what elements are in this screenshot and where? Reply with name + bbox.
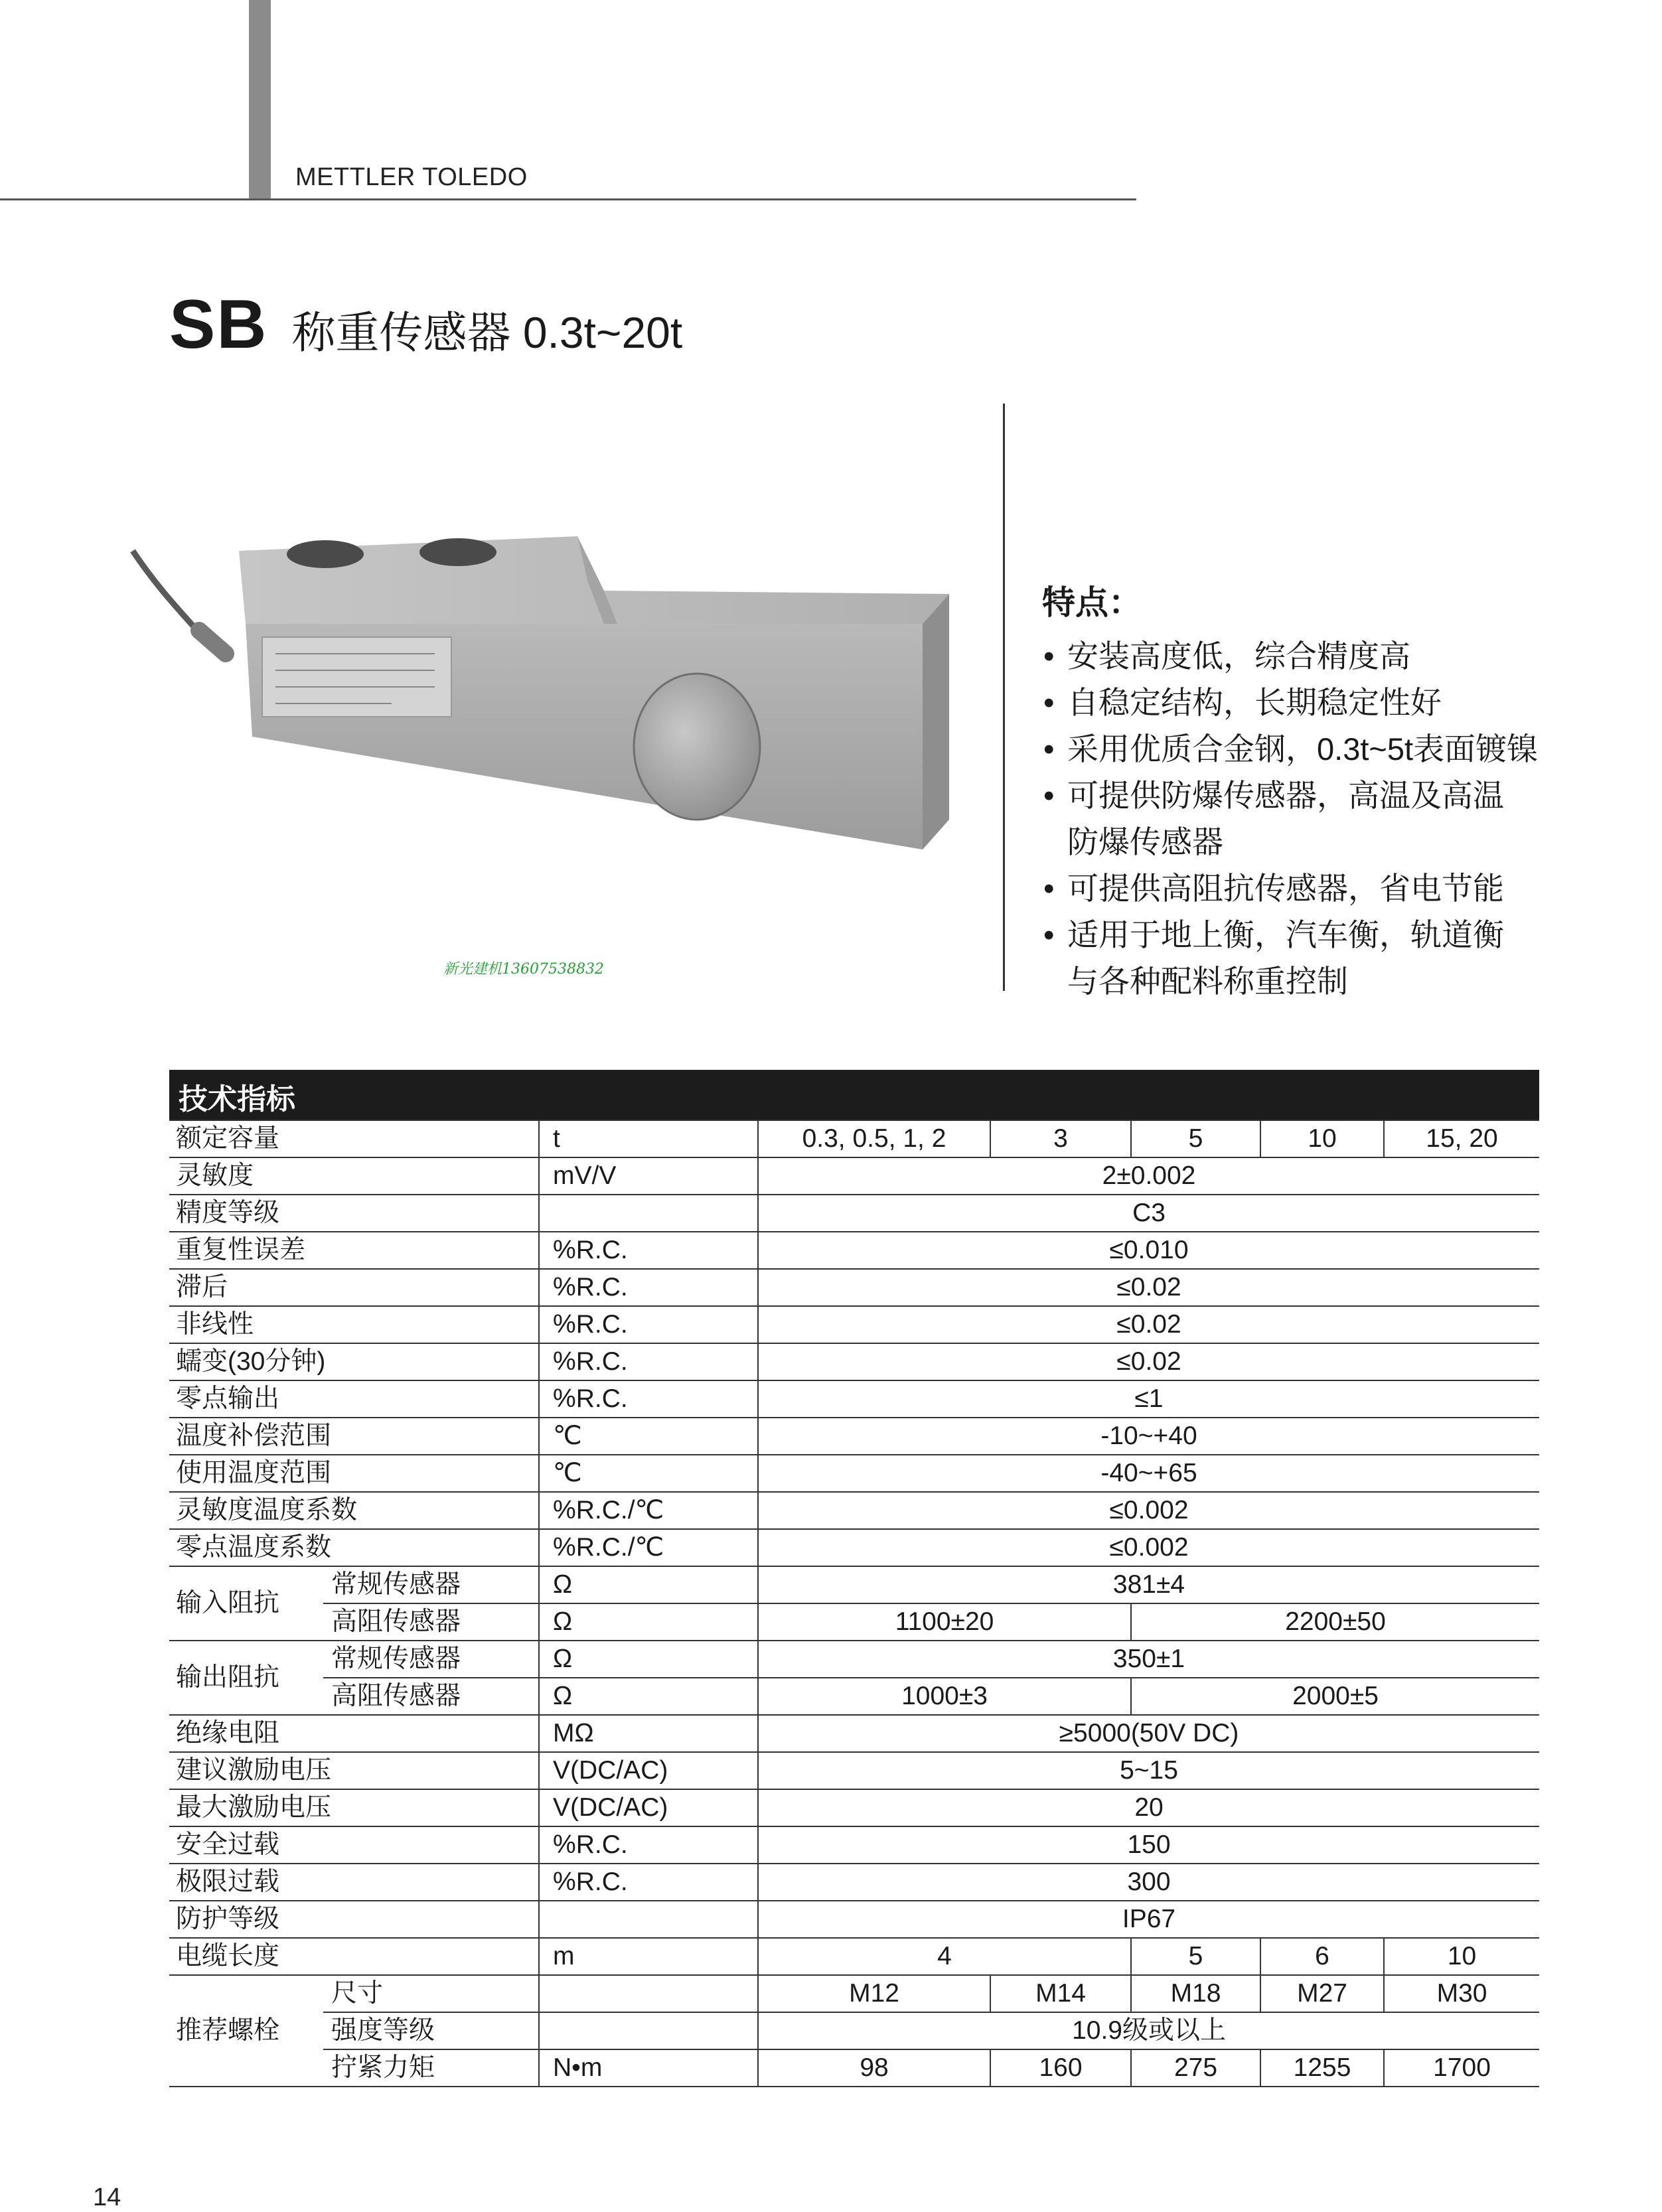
row-hysteresis: [169, 1269, 1539, 1306]
bullet: •: [1043, 731, 1055, 767]
row-unit: MΩ: [539, 1715, 758, 1752]
row-repeatability: [169, 1232, 1539, 1269]
row-sublabel: 拧紧力矩: [323, 2049, 539, 2087]
row-output-impedance-high: [169, 1678, 1539, 1715]
value-cell: 300: [758, 1864, 1539, 1901]
row-unit: m: [539, 1938, 758, 1975]
row-unit: V(DC/AC): [539, 1752, 758, 1789]
row-sublabel: 强度等级: [323, 2012, 539, 2049]
row-creep: [169, 1343, 1539, 1380]
row-safe-overload: [169, 1826, 1539, 1864]
row-label: 安全过载: [169, 1826, 539, 1864]
value-cell: 275: [1131, 2049, 1260, 2087]
row-label: 零点温度系数: [169, 1529, 539, 1566]
row-unit: %R.C.: [539, 1232, 758, 1269]
row-sublabel: 常规传感器: [323, 1566, 539, 1603]
row-unit: %R.C.: [539, 1826, 758, 1864]
row-sublabel: 高阻传感器: [323, 1678, 539, 1715]
row-zero-output: [169, 1380, 1539, 1418]
value-cell: 160: [990, 2049, 1131, 2087]
value-cell: M30: [1384, 1975, 1539, 2012]
row-label: 绝缘电阻: [169, 1715, 539, 1752]
row-nonlinearity: [169, 1306, 1539, 1343]
row-label: 精度等级: [169, 1195, 539, 1232]
model-code: SB: [169, 286, 268, 363]
row-label: 输入阻抗: [169, 1566, 323, 1641]
bullet: •: [1043, 638, 1055, 674]
value-cell: 1700: [1384, 2049, 1539, 2087]
row-unit: %R.C.: [539, 1864, 758, 1901]
value-cell: ≤0.02: [758, 1306, 1539, 1343]
value-cell: -40~+65: [758, 1455, 1539, 1492]
row-label: 使用温度范围: [169, 1455, 539, 1492]
value-cell: ≤0.02: [758, 1343, 1539, 1380]
value-cell: 4: [758, 1938, 1131, 1975]
row-unit: [539, 1195, 758, 1232]
value-cell: 1000±3: [758, 1678, 1131, 1715]
row-zero-temp: [169, 1529, 1539, 1566]
value-cell: 15, 20: [1384, 1120, 1539, 1157]
product-name: 称重传感器 0.3t~20t: [291, 308, 683, 357]
row-bolt-size: [169, 1975, 1539, 2012]
row-unit: Ω: [539, 1603, 758, 1641]
value-cell: 10.9级或以上: [758, 2012, 1539, 2049]
spec-table: [169, 1120, 1539, 2087]
row-unit: %R.C.: [539, 1269, 758, 1306]
row-unit: mV/V: [539, 1157, 758, 1195]
page-title: [169, 285, 682, 364]
feature-item: • 可提供高阻抗传感器，省电节能: [1042, 865, 1586, 912]
value-cell: -10~+40: [758, 1418, 1539, 1455]
row-input-impedance-high: [169, 1603, 1539, 1641]
value-cell: M27: [1260, 1975, 1384, 2012]
row-unit: V(DC/AC): [539, 1789, 758, 1826]
row-label: 温度补偿范围: [169, 1418, 539, 1455]
value-cell: 98: [758, 2049, 990, 2087]
value-cell: 1100±20: [758, 1603, 1131, 1641]
value-cell: M18: [1131, 1975, 1260, 2012]
row-label: 零点输出: [169, 1380, 539, 1418]
features-section: [1042, 576, 1586, 1005]
value-cell: 10: [1260, 1120, 1384, 1157]
row-bolt-torque: [169, 2049, 1539, 2087]
load-cell-photo: [100, 518, 976, 889]
value-cell: ≤0.002: [758, 1492, 1539, 1529]
value-cell: 2200±50: [1131, 1603, 1539, 1641]
row-unit: %R.C./℃: [539, 1529, 758, 1566]
bullet: •: [1043, 917, 1055, 952]
row-unit: [539, 1901, 758, 1938]
row-label: 推荐螺栓: [169, 1975, 323, 2087]
value-cell: 2±0.002: [758, 1157, 1539, 1195]
row-input-impedance-normal: [169, 1566, 1539, 1603]
spec-table-header: [169, 1070, 1539, 1120]
row-op-temp: [169, 1455, 1539, 1492]
row-unit: Ω: [539, 1678, 758, 1715]
row-sublabel: 常规传感器: [323, 1641, 539, 1678]
row-accuracy: [169, 1195, 1539, 1232]
row-unit: Ω: [539, 1641, 758, 1678]
bullet: •: [1043, 685, 1055, 720]
row-sensitivity: [169, 1157, 1539, 1195]
value-cell: ≤0.02: [758, 1269, 1539, 1306]
row-output-impedance-normal: [169, 1641, 1539, 1678]
column-divider: [1003, 404, 1005, 991]
value-cell: ≤0.002: [758, 1529, 1539, 1566]
row-capacity: [169, 1120, 1539, 1157]
features-title: 特点：: [1042, 584, 1142, 621]
feature-item: • 采用优质合金钢，0.3t~5t表面镀镍: [1042, 726, 1586, 773]
value-cell: 381±4: [758, 1566, 1539, 1603]
row-cable: [169, 1938, 1539, 1975]
bullet: •: [1043, 871, 1055, 906]
bullet: •: [1043, 778, 1055, 813]
row-label: 防护等级: [169, 1901, 539, 1938]
value-cell: 1255: [1260, 2049, 1384, 2087]
value-cell: IP67: [758, 1901, 1539, 1938]
page-number: 14: [93, 2183, 121, 2211]
row-rec-excitation: [169, 1752, 1539, 1789]
value-cell: 5: [1131, 1938, 1260, 1975]
feature-item: • 安装高度低，综合精度高: [1042, 633, 1586, 680]
value-cell: 6: [1260, 1938, 1384, 1975]
row-unit: t: [539, 1120, 758, 1157]
value-cell: 0.3, 0.5, 1, 2: [758, 1120, 990, 1157]
brand-name: METTLER TOLEDO: [295, 163, 528, 191]
row-unit: %R.C./℃: [539, 1492, 758, 1529]
value-cell: 20: [758, 1789, 1539, 1826]
row-sublabel: 高阻传感器: [323, 1603, 539, 1641]
row-unit: Ω: [539, 1566, 758, 1603]
feature-item: • 可提供防爆传感器，高温及高温: [1042, 773, 1586, 819]
value-cell: 10: [1384, 1938, 1539, 1975]
value-cell: ≤1: [758, 1380, 1539, 1418]
row-ultimate-overload: [169, 1864, 1539, 1901]
value-cell: 5: [1131, 1120, 1260, 1157]
row-sublabel: 尺寸: [323, 1975, 539, 2012]
value-cell: C3: [758, 1195, 1539, 1232]
row-unit: N•m: [539, 2049, 758, 2087]
value-cell: M14: [990, 1975, 1131, 2012]
feature-item-continuation: 防爆传感器: [1067, 824, 1223, 859]
row-label: 滞后: [169, 1269, 539, 1306]
row-label: 极限过载: [169, 1864, 539, 1901]
value-cell: M12: [758, 1975, 990, 2012]
row-max-excitation: [169, 1789, 1539, 1826]
row-comp-temp: [169, 1418, 1539, 1455]
row-unit: %R.C.: [539, 1343, 758, 1380]
watermark: 新光建机13607538832: [443, 961, 604, 978]
row-label: 建议激励电压: [169, 1752, 539, 1789]
feature-item: • 适用于地上衡，汽车衡，轨道衡: [1042, 912, 1586, 958]
row-label: 输出阻抗: [169, 1641, 323, 1715]
row-sens-temp: [169, 1492, 1539, 1529]
row-unit: %R.C.: [539, 1380, 758, 1418]
value-cell: 150: [758, 1826, 1539, 1864]
row-unit: [539, 2012, 758, 2049]
row-bolt-grade: [169, 2012, 1539, 2049]
value-cell: 5~15: [758, 1752, 1539, 1789]
row-unit: ℃: [539, 1418, 758, 1455]
row-label: 灵敏度温度系数: [169, 1492, 539, 1529]
spec-table-title: 技术指标: [179, 1083, 295, 1116]
row-unit: %R.C.: [539, 1306, 758, 1343]
row-label: 蠕变(30分钟): [169, 1343, 539, 1380]
value-cell: 2000±5: [1131, 1678, 1539, 1715]
row-label: 最大激励电压: [169, 1789, 539, 1826]
header-rule: [0, 198, 1136, 200]
row-label: 额定容量: [169, 1120, 539, 1157]
row-protection: [169, 1901, 1539, 1938]
value-cell: 350±1: [758, 1641, 1539, 1678]
row-label: 非线性: [169, 1306, 539, 1343]
row-label: 电缆长度: [169, 1938, 539, 1975]
row-label: 灵敏度: [169, 1157, 539, 1195]
row-insulation: [169, 1715, 1539, 1752]
value-cell: 3: [990, 1120, 1131, 1157]
row-unit: [539, 1975, 758, 2012]
value-cell: ≥5000(50V DC): [758, 1715, 1539, 1752]
row-label: 重复性误差: [169, 1232, 539, 1269]
feature-item-continuation: 与各种配料称重控制: [1067, 964, 1348, 999]
feature-item: • 自稳定结构，长期稳定性好: [1042, 680, 1586, 726]
value-cell: ≤0.010: [758, 1232, 1539, 1269]
header-accent-bar: [249, 0, 271, 199]
row-unit: ℃: [539, 1455, 758, 1492]
